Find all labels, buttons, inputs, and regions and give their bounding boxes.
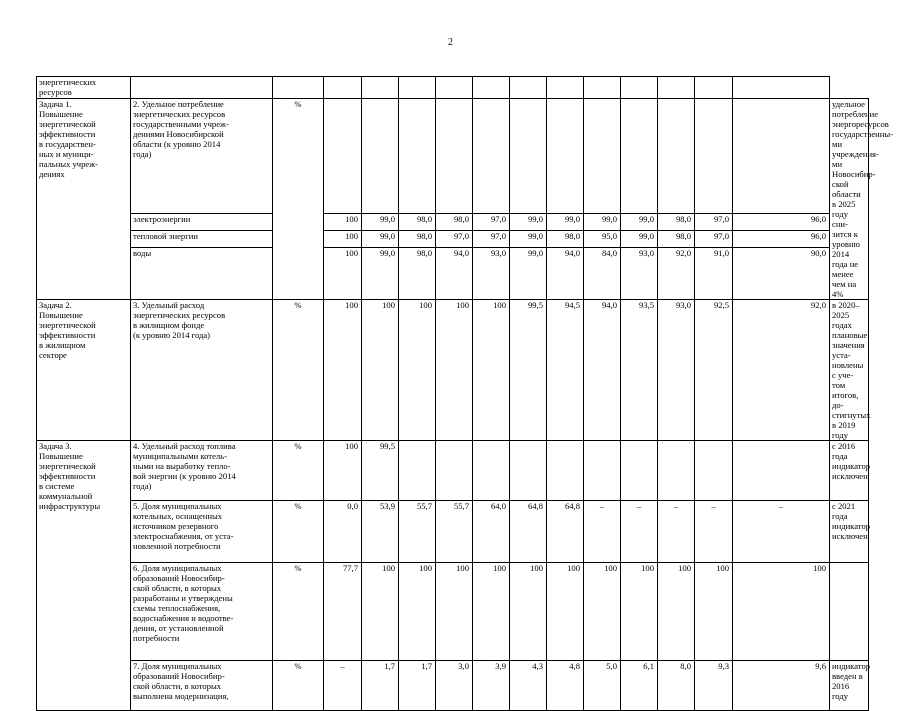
value-cell: 9,3 <box>695 661 733 711</box>
value-cell: 97,0 <box>436 230 473 248</box>
table-row <box>37 661 869 711</box>
indicator-cell: 5. Доля муниципальных котельных, оснащенных источником резервного электроснабжения, от уста- новленной потребности <box>131 501 273 563</box>
value-cell: 99,0 <box>510 230 547 248</box>
value-cell <box>621 441 658 501</box>
value-cell: 53,9 <box>362 501 399 563</box>
unit-cell: % <box>273 300 324 441</box>
value-cell: 100 <box>436 300 473 441</box>
page-number: 2 <box>448 37 453 48</box>
unit-cell: % <box>273 441 324 501</box>
value-cell: – <box>695 501 733 563</box>
value-cell: – <box>733 501 830 563</box>
subrow-label: электроэнергии <box>131 214 273 230</box>
note-cell: индикатор введен в 2016 году <box>830 661 869 711</box>
note-cell: с 2016 года индикатор исключен <box>830 441 869 501</box>
value-cell <box>584 441 621 501</box>
subrow-label: тепловой энергии <box>131 230 273 248</box>
value-cell: 8,0 <box>658 661 695 711</box>
value-cell: – <box>658 501 695 563</box>
value-cell: 77,7 <box>324 563 362 661</box>
value-cell: 100 <box>733 563 830 661</box>
value-cell: 99,5 <box>362 441 399 501</box>
value-cell: 100 <box>324 248 362 300</box>
value-cell: 55,7 <box>399 501 436 563</box>
value-cell: 100 <box>324 230 362 248</box>
task-cell: Задача 2. Повышение энергетической эффективности в жилищном секторе <box>37 300 131 441</box>
value-cell: 100 <box>473 563 510 661</box>
value-cell: 94,0 <box>547 248 584 300</box>
table-row <box>37 77 869 99</box>
value-cell: 99,0 <box>362 230 399 248</box>
value-cell: 97,0 <box>695 214 733 230</box>
value-cell <box>399 441 436 501</box>
unit-cell: % <box>273 661 324 711</box>
value-cell: 93,0 <box>621 248 658 300</box>
value-cell: 3,0 <box>436 661 473 711</box>
value-cell: 1,7 <box>399 661 436 711</box>
value-cell: 4,8 <box>547 661 584 711</box>
value-cell: 100 <box>324 300 362 441</box>
value-cell: 99,0 <box>362 214 399 230</box>
task-cell: энергетических ресурсов <box>37 77 131 99</box>
value-cell: 84,0 <box>584 248 621 300</box>
value-cell: 100 <box>362 300 399 441</box>
value-cell: 99,0 <box>621 214 658 230</box>
value-cell: 99,0 <box>584 214 621 230</box>
value-cell: 93,5 <box>621 300 658 441</box>
value-cell: 0,0 <box>324 501 362 563</box>
unit-cell: % <box>273 501 324 563</box>
table-row <box>37 230 869 248</box>
value-cell: 99,0 <box>621 230 658 248</box>
value-cell: 1,7 <box>362 661 399 711</box>
unit-cell: % <box>273 563 324 661</box>
indicator-cell: 3. Удельный расход энергетических ресурсов в жилищном фонде (к уровню 2014 года) <box>131 300 273 441</box>
value-cell: 100 <box>399 300 436 441</box>
value-cell: 100 <box>362 563 399 661</box>
value-cell: 3,9 <box>473 661 510 711</box>
table-row <box>37 300 869 441</box>
indicators-table <box>36 76 893 711</box>
value-cell: 100 <box>510 563 547 661</box>
table-row <box>37 248 869 300</box>
value-cell: 96,0 <box>733 230 830 248</box>
table-row <box>37 563 869 661</box>
value-cell: 96,0 <box>733 214 830 230</box>
value-cell <box>510 441 547 501</box>
note-cell: удельное потребление энергоресурсов государственны- ми учреждения- ми Новосибир- ской области в 2025 году сни- зится к уровню 2014 года не менее чем на 4% <box>830 99 869 300</box>
value-cell <box>547 441 584 501</box>
task-cell: Задача 3. Повышение энергетической эффективности в системе коммунальной инфраструктуры <box>37 441 131 711</box>
value-cell: 98,0 <box>399 248 436 300</box>
value-cell: 92,0 <box>658 248 695 300</box>
unit-cell: % <box>273 99 324 300</box>
value-cell: 94,5 <box>547 300 584 441</box>
value-cell: 55,7 <box>436 501 473 563</box>
indicator-cell: 7. Доля муниципальных образований Новосибир- ской области, в которых выполнена модернизация, <box>131 661 273 711</box>
value-cell: – <box>621 501 658 563</box>
value-cell: 97,0 <box>695 230 733 248</box>
value-cell: 100 <box>658 563 695 661</box>
value-cell: 98,0 <box>658 214 695 230</box>
task-cell: Задача 1. Повышение энергетической эффективности в государствен- ных и муници- пальных учреж- дениях <box>37 99 131 300</box>
table-row <box>37 99 869 214</box>
subrow-label: воды <box>131 248 273 300</box>
note-cell: с 2021 года индикатор исключен <box>830 501 869 563</box>
indicator-cell: 4. Удельный расход топлива муниципальными котель- ными на выработку тепло- вой энергии (к уровню 2014 года) <box>131 441 273 501</box>
indicator-cell: 2. Удельное потребление энергетических ресурсов государственными учреж- дениями Новосибирской области (к уровню 2014 года) <box>131 99 273 214</box>
value-cell: 91,0 <box>695 248 733 300</box>
value-cell: 100 <box>399 563 436 661</box>
value-cell <box>436 441 473 501</box>
value-cell: 98,0 <box>399 230 436 248</box>
value-cell <box>733 441 830 501</box>
value-cell: 99,0 <box>510 248 547 300</box>
value-cell: 98,0 <box>399 214 436 230</box>
value-cell: 95,0 <box>584 230 621 248</box>
value-cell: 9,6 <box>733 661 830 711</box>
value-cell: 5,0 <box>584 661 621 711</box>
value-cell: 94,0 <box>436 248 473 300</box>
value-cell: 64,8 <box>510 501 547 563</box>
value-cell: 4,3 <box>510 661 547 711</box>
value-cell: – <box>584 501 621 563</box>
value-cell: 93,0 <box>658 300 695 441</box>
value-cell: 100 <box>324 441 362 501</box>
value-cell: 94,0 <box>584 300 621 441</box>
indicator-cell: 6. Доля муниципальных образований Новосибир- ской области, в которых разработаны и утверждены схемы теплоснабжения, водоснабжения и водоотве- дения, от установленной потребности <box>131 563 273 661</box>
value-cell: 92,5 <box>695 300 733 441</box>
table-row <box>37 441 869 501</box>
value-cell: 93,0 <box>473 248 510 300</box>
value-cell: 90,0 <box>733 248 830 300</box>
value-cell: 64,0 <box>473 501 510 563</box>
value-cell: 100 <box>473 300 510 441</box>
value-cell: 98,0 <box>658 230 695 248</box>
value-cell: 97,0 <box>473 230 510 248</box>
value-cell: 100 <box>584 563 621 661</box>
value-cell: 92,0 <box>733 300 830 441</box>
note-cell: в 2020–2025 годах плановые значения уста- новлены с уче- том итогов, до- стигнутых в 2019 году <box>830 300 869 441</box>
value-cell: 97,0 <box>473 214 510 230</box>
table-row <box>37 501 869 563</box>
value-cell <box>473 441 510 501</box>
value-cell: 99,0 <box>362 248 399 300</box>
value-cell: 6,1 <box>621 661 658 711</box>
value-cell: 98,0 <box>436 214 473 230</box>
value-cell: 99,0 <box>547 214 584 230</box>
value-cell: 100 <box>621 563 658 661</box>
value-cell: 64,8 <box>547 501 584 563</box>
value-cell: 100 <box>324 214 362 230</box>
value-cell: 100 <box>695 563 733 661</box>
table-row <box>37 214 869 230</box>
value-cell: 99,5 <box>510 300 547 441</box>
value-cell: 100 <box>436 563 473 661</box>
value-cell: 99,0 <box>510 214 547 230</box>
value-cell: 100 <box>547 563 584 661</box>
value-cell: 98,0 <box>547 230 584 248</box>
value-cell <box>695 441 733 501</box>
value-cell <box>658 441 695 501</box>
note-cell <box>830 563 869 661</box>
value-cell: – <box>324 661 362 711</box>
